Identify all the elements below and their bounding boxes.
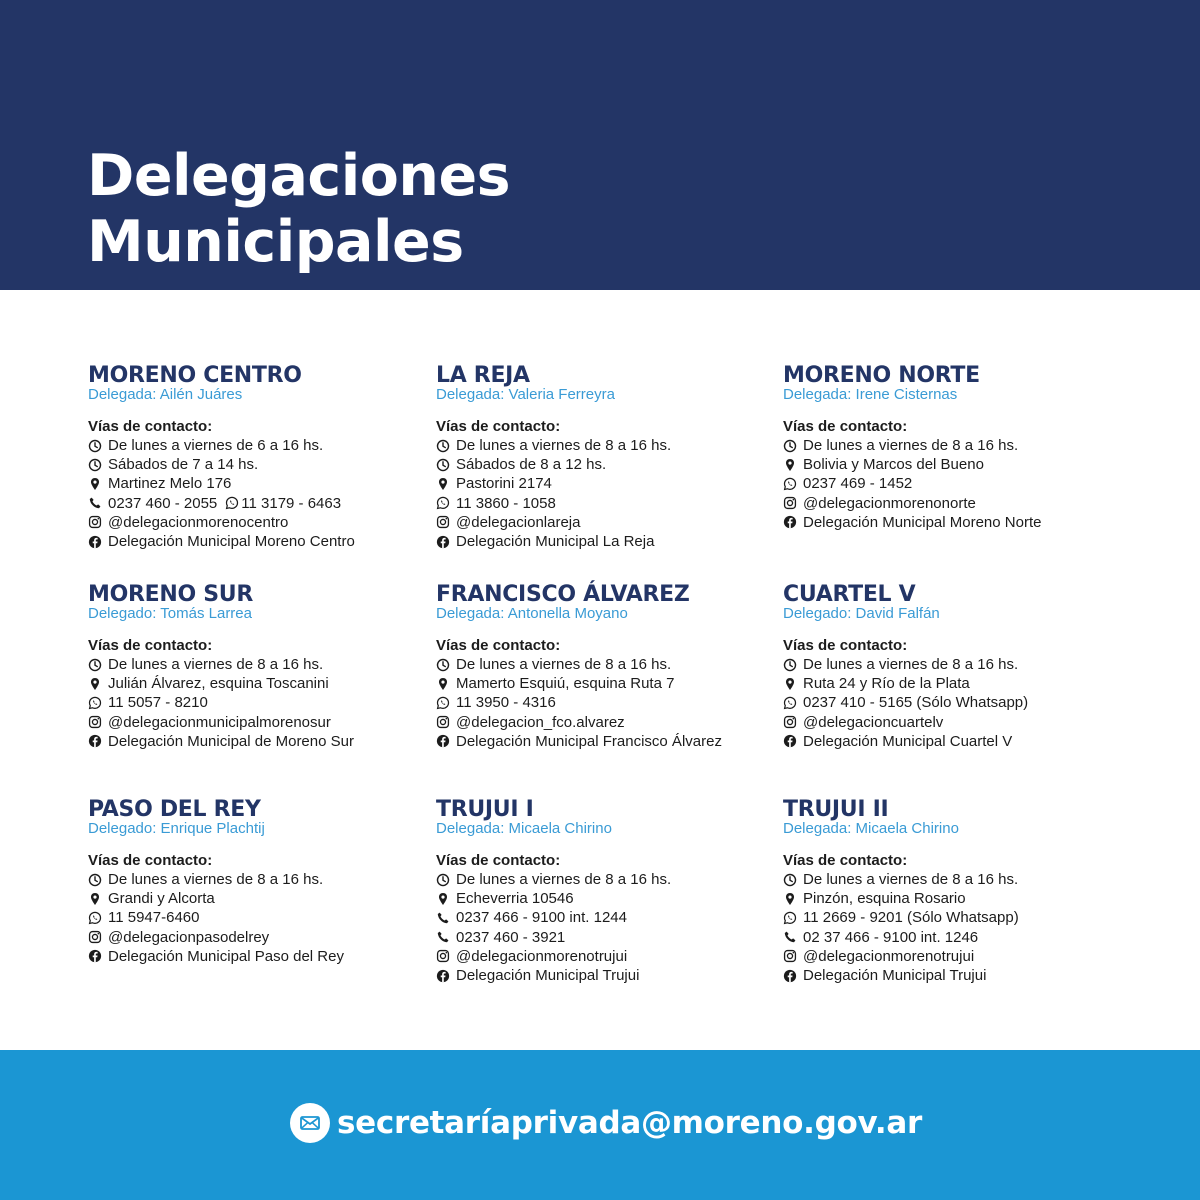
- contact-line: [783, 436, 1123, 455]
- contact-text: Grandi y Alcorta: [108, 890, 215, 908]
- page-title: [87, 143, 510, 275]
- delegation-name: TRUJUI II: [783, 797, 889, 822]
- contact-line: [436, 474, 776, 493]
- contact-text: 0237 410 - 5165 (Sólo Whatsapp): [803, 694, 1029, 712]
- contact-line: [88, 674, 428, 693]
- contact-label: Vías de contacto:: [783, 852, 908, 869]
- contact-text: 0237 460 - 3921: [456, 928, 566, 946]
- contact-label: Vías de contacto:: [783, 637, 908, 654]
- contact-line: [88, 889, 428, 908]
- delegate-name: Delegado: Enrique Plachtij: [88, 820, 265, 837]
- delegation-name: MORENO NORTE: [783, 363, 980, 388]
- contact-text: De lunes a viernes de 6 a 16 hs.: [108, 437, 324, 455]
- email-address[interactable]: secretaríaprivada@moreno.gov.ar: [337, 1105, 922, 1141]
- delegation-card-la-reja: [436, 365, 776, 551]
- contact-line: [88, 870, 428, 889]
- delegate-name: Delegada: Micaela Chirino: [783, 820, 959, 837]
- contact-line: [88, 513, 428, 532]
- contact-line: [88, 474, 428, 493]
- location-pin-icon: [88, 892, 102, 906]
- contact-text[interactable]: @delegacionmorenotrujui: [456, 947, 628, 965]
- facebook-icon: [783, 969, 797, 983]
- contact-text: 11 3179 - 6463: [241, 494, 342, 512]
- delegation-name: FRANCISCO ÁLVAREZ: [436, 582, 690, 607]
- contact-text: De lunes a viernes de 8 a 16 hs.: [456, 656, 672, 674]
- contact-text: Ruta 24 y Río de la Plata: [803, 675, 970, 693]
- contact-text: 11 5057 - 8210: [108, 694, 208, 712]
- contact-text: Sábados de 8 a 12 hs.: [456, 456, 607, 474]
- contact-text[interactable]: Delegación Municipal Francisco Álvarez: [456, 732, 722, 750]
- contact-text[interactable]: Delegación Municipal Moreno Centro: [108, 533, 355, 551]
- contact-text: De lunes a viernes de 8 a 16 hs.: [108, 871, 324, 889]
- contact-line: [783, 732, 1123, 751]
- contact-text[interactable]: Delegación Municipal Trujui: [803, 967, 987, 985]
- delegation-card-moreno-norte: [783, 365, 1123, 532]
- clock-icon: [436, 658, 450, 672]
- delegation-name: TRUJUI I: [436, 797, 534, 822]
- delegate-name: Delegada: Valeria Ferreyra: [436, 386, 615, 403]
- contact-label: Vías de contacto:: [436, 637, 561, 654]
- facebook-icon: [88, 734, 102, 748]
- instagram-icon: [783, 949, 797, 963]
- contact-text: Martinez Melo 176: [108, 475, 232, 493]
- contact-text: 11 3860 - 1058: [456, 494, 556, 512]
- phone-icon: [436, 911, 450, 925]
- contact-text[interactable]: Delegación Municipal de Moreno Sur: [108, 732, 354, 750]
- contact-line: [783, 494, 1123, 513]
- contact-line: [783, 513, 1123, 532]
- whatsapp-icon: [88, 911, 102, 925]
- instagram-icon: [436, 715, 450, 729]
- whatsapp-icon: [88, 696, 102, 710]
- contact-line: [783, 655, 1123, 674]
- location-pin-icon: [783, 892, 797, 906]
- contact-label: Vías de contacto:: [88, 637, 213, 654]
- delegation-card-cuartel-v: [783, 584, 1123, 751]
- contact-text: De lunes a viernes de 8 a 16 hs.: [803, 871, 1019, 889]
- contact-line: [88, 532, 428, 551]
- contact-text[interactable]: Delegación Municipal Trujui: [456, 967, 640, 985]
- contact-text: Mamerto Esquiú, esquina Ruta 7: [456, 675, 675, 693]
- clock-icon: [88, 658, 102, 672]
- contact-line: [88, 732, 428, 751]
- contact-text[interactable]: Delegación Municipal Moreno Norte: [803, 513, 1042, 531]
- delegate-name: Delegada: Antonella Moyano: [436, 605, 628, 622]
- contact-line: [783, 870, 1123, 889]
- contact-label: Vías de contacto:: [436, 418, 561, 435]
- whatsapp-icon: [783, 477, 797, 491]
- contact-line: [436, 693, 776, 712]
- contact-line: [436, 947, 776, 966]
- location-pin-icon: [436, 892, 450, 906]
- contact-line: [88, 693, 428, 712]
- contact-line: [783, 966, 1123, 985]
- contact-line: [88, 436, 428, 455]
- contact-text[interactable]: @delegacionmorenocentro: [108, 513, 289, 531]
- contact-text: 11 3950 - 4316: [456, 694, 556, 712]
- contact-text[interactable]: @delegacionmunicipalmorenosur: [108, 713, 331, 731]
- delegation-card-trujui-ii: [783, 799, 1123, 985]
- location-pin-icon: [783, 677, 797, 691]
- contact-line: [88, 655, 428, 674]
- contact-line: [436, 713, 776, 732]
- contact-text: Echeverria 10546: [456, 890, 574, 908]
- contact-text: Sábados de 7 a 14 hs.: [108, 456, 259, 474]
- contact-line: [88, 908, 428, 927]
- contact-line: [436, 436, 776, 455]
- clock-icon: [88, 458, 102, 472]
- contact-line: [88, 494, 428, 513]
- contact-text[interactable]: @delegacionmorenonorte: [803, 494, 976, 512]
- location-pin-icon: [436, 477, 450, 491]
- location-pin-icon: [436, 677, 450, 691]
- facebook-icon: [783, 734, 797, 748]
- contact-text: Pinzón, esquina Rosario: [803, 890, 966, 908]
- contact-text: Pastorini 2174: [456, 475, 552, 493]
- clock-icon: [783, 658, 797, 672]
- facebook-icon: [88, 949, 102, 963]
- contact-line: [88, 455, 428, 474]
- whatsapp-icon: [436, 496, 450, 510]
- contact-text: De lunes a viernes de 8 a 16 hs.: [456, 437, 672, 455]
- contact-text: De lunes a viernes de 8 a 16 hs.: [456, 871, 672, 889]
- contact-line: [436, 889, 776, 908]
- clock-icon: [436, 873, 450, 887]
- instagram-icon: [88, 515, 102, 529]
- contact-text[interactable]: Delegación Municipal Cuartel V: [803, 732, 1013, 750]
- instagram-icon: [783, 496, 797, 510]
- contact-text: 0237 466 - 9100 int. 1244: [456, 909, 627, 927]
- clock-icon: [783, 873, 797, 887]
- contact-text: 0237 460 - 2055: [108, 494, 218, 512]
- contact-line: [88, 928, 428, 947]
- whatsapp-icon: [783, 696, 797, 710]
- contact-text: De lunes a viernes de 8 a 16 hs.: [803, 656, 1019, 674]
- contact-text[interactable]: Delegación Municipal La Reja: [456, 533, 655, 551]
- contact-text: 11 2669 - 9201 (Sólo Whatsapp): [803, 909, 1019, 927]
- delegation-card-paso-del-rey: [88, 799, 428, 966]
- contact-line: [88, 947, 428, 966]
- phone-icon: [783, 930, 797, 944]
- delegate-name: Delegada: Ailén Juáres: [88, 386, 243, 403]
- contact-line: [783, 713, 1123, 732]
- instagram-icon: [783, 715, 797, 729]
- title-line-2: Municipales: [87, 209, 464, 275]
- delegation-name: LA REJA: [436, 363, 530, 388]
- contact-text: 02 37 466 - 9100 int. 1246: [803, 928, 979, 946]
- contact-text[interactable]: @delegacionpasodelrey: [108, 928, 270, 946]
- delegate-name: Delegada: Irene Cisternas: [783, 386, 958, 403]
- delegation-card-moreno-centro: [88, 365, 428, 551]
- contact-line: [436, 908, 776, 927]
- delegate-name: Delegado: Tomás Larrea: [88, 605, 252, 622]
- contact-text: 11 5947-6460: [108, 909, 200, 927]
- contact-text: De lunes a viernes de 8 a 16 hs.: [108, 656, 324, 674]
- facebook-icon: [436, 969, 450, 983]
- contact-text[interactable]: @delegacionmorenotrujui: [803, 947, 975, 965]
- instagram-icon: [436, 515, 450, 529]
- contact-line: [436, 674, 776, 693]
- contact-line: [783, 474, 1123, 493]
- delegation-name: PASO DEL REY: [88, 797, 261, 822]
- contact-label: Vías de contacto:: [88, 418, 213, 435]
- phone-icon: [88, 496, 102, 510]
- whatsapp-icon: [783, 911, 797, 925]
- delegation-name: CUARTEL V: [783, 582, 916, 607]
- instagram-icon: [436, 949, 450, 963]
- clock-icon: [436, 458, 450, 472]
- contact-line: [783, 455, 1123, 474]
- delegation-name: MORENO SUR: [88, 582, 253, 607]
- contact-line: [783, 674, 1123, 693]
- contact-text: 0237 469 - 1452: [803, 475, 913, 493]
- contact-line: [436, 455, 776, 474]
- contact-line: [783, 908, 1123, 927]
- location-pin-icon: [88, 477, 102, 491]
- delegation-card-moreno-sur: [88, 584, 428, 751]
- contact-text: De lunes a viernes de 8 a 16 hs.: [803, 437, 1019, 455]
- whatsapp-icon: [225, 496, 239, 510]
- clock-icon: [88, 439, 102, 453]
- contact-line: [436, 494, 776, 513]
- instagram-icon: [88, 715, 102, 729]
- location-pin-icon: [88, 677, 102, 691]
- delegation-name: MORENO CENTRO: [88, 363, 302, 388]
- title-line-1: Delegaciones: [87, 143, 511, 209]
- whatsapp-icon: [436, 696, 450, 710]
- contact-text: Julián Álvarez, esquina Toscanini: [108, 675, 329, 693]
- contact-line: [436, 966, 776, 985]
- contact-line: [436, 928, 776, 947]
- facebook-icon: [783, 515, 797, 529]
- contact-line: [436, 655, 776, 674]
- contact-line: [436, 870, 776, 889]
- contact-line: [436, 732, 776, 751]
- contact-line: [783, 889, 1123, 908]
- contact-label: Vías de contacto:: [436, 852, 561, 869]
- instagram-icon: [88, 930, 102, 944]
- contact-label: Vías de contacto:: [783, 418, 908, 435]
- clock-icon: [436, 439, 450, 453]
- phone-icon: [436, 930, 450, 944]
- location-pin-icon: [783, 458, 797, 472]
- delegation-card-francisco-alvarez: [436, 584, 776, 751]
- contact-line: [783, 928, 1123, 947]
- contact-text: Bolivia y Marcos del Bueno: [803, 456, 984, 474]
- facebook-icon: [88, 535, 102, 549]
- facebook-icon: [436, 734, 450, 748]
- delegation-card-trujui-i: [436, 799, 776, 985]
- clock-icon: [88, 873, 102, 887]
- contact-text[interactable]: @delegacion_fco.alvarez: [456, 713, 625, 731]
- contact-text[interactable]: Delegación Municipal Paso del Rey: [108, 947, 344, 965]
- delegate-name: Delegada: Micaela Chirino: [436, 820, 612, 837]
- facebook-icon: [436, 535, 450, 549]
- contact-line: [436, 532, 776, 551]
- delegate-name: Delegado: David Falfán: [783, 605, 940, 622]
- contact-line: [436, 513, 776, 532]
- contact-text[interactable]: @delegacionlareja: [456, 513, 581, 531]
- clock-icon: [783, 439, 797, 453]
- mail-icon: [290, 1103, 330, 1143]
- contact-label: Vías de contacto:: [88, 852, 213, 869]
- header-banner: [0, 0, 1200, 290]
- contact-line: [783, 947, 1123, 966]
- contact-line: [88, 713, 428, 732]
- contact-text[interactable]: @delegacioncuartelv: [803, 713, 944, 731]
- email-contact[interactable]: [290, 1103, 922, 1143]
- contact-line: [783, 693, 1123, 712]
